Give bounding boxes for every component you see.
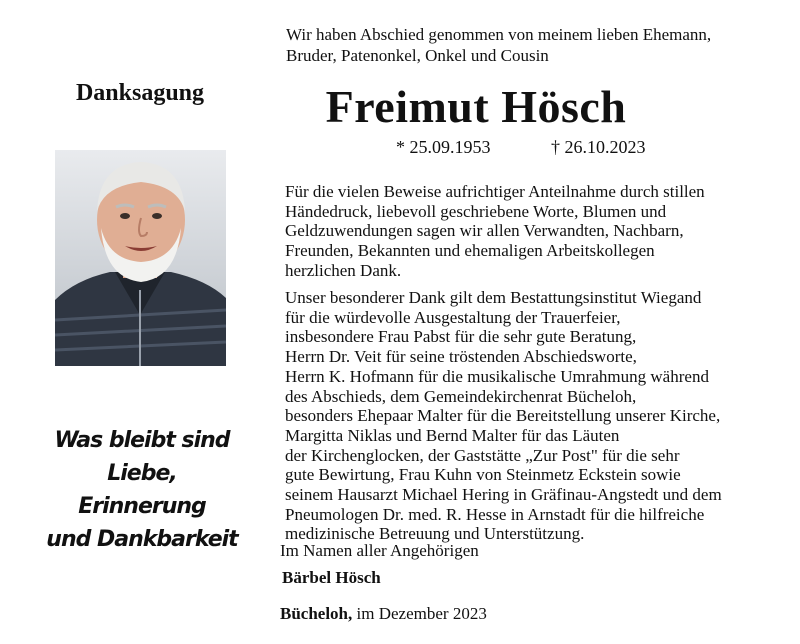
place-date-line	[280, 604, 487, 624]
thanks-paragraph-special	[285, 288, 790, 544]
signer-name: Bärbel Hösch	[282, 568, 381, 587]
death-date: † 26.10.2023	[551, 137, 646, 157]
paragraph-line: besonders Ehepaar Malter für die Bereitstellung unserer Kirche,	[285, 406, 721, 426]
paragraph-line: Für die vielen Beweise aufrichtiger Anteilnahme durch stillen	[285, 182, 705, 201]
paragraph-line: medizinische Betreuung und Unterstützung.	[285, 524, 585, 544]
date-text: im Dezember 2023	[352, 604, 487, 623]
paragraph-line: herzlichen Dank.	[285, 260, 402, 280]
birth-date: * 25.09.1953	[396, 137, 491, 157]
portrait-photo	[55, 150, 226, 366]
heading-danksagung: Danksagung	[75, 80, 205, 106]
paragraph-line: der Kirchenglocken, der Gaststätte „Zur Post" für die sehr	[285, 445, 680, 465]
paragraph-line: Margitta Niklas und Bernd Malter für das Läuten	[285, 425, 620, 445]
paragraph-line: Pneumologen Dr. med. R. Hesse in Arnstadt für die hilfreiche	[285, 504, 705, 524]
intro-line: Bruder, Patenonkel, Onkel und Cousin	[286, 46, 549, 65]
quote-line: Erinnerung	[78, 494, 206, 519]
paragraph-line: Unser besonderer Dank gilt dem Bestattungsinstitut Wiegand	[285, 288, 702, 307]
paragraph-line: insbesondere Frau Pabst für die sehr gute Beratung,	[285, 327, 637, 347]
portrait-photo-icon	[55, 150, 226, 366]
deceased-name: Freimut Hösch	[325, 81, 627, 132]
thanks-paragraph-general	[285, 182, 790, 281]
quote-line: Was bleibt sind Liebe,	[54, 428, 230, 486]
intro-line: Wir haben Abschied genommen von meinem lieben Ehemann,	[286, 25, 712, 44]
paragraph-line: Herrn K. Hofmann für die musikalische Umrahmung während	[285, 366, 709, 386]
closing-line: Im Namen aller Angehörigen	[280, 541, 479, 560]
paragraph-line: des Abschieds, dem Gemeindekirchenrat Bücheloh,	[285, 386, 637, 406]
paragraph-line: Freunden, Bekannten und ehemaligen Arbeitskollegen	[285, 241, 655, 261]
place-name: Bücheloh,	[280, 604, 353, 623]
paragraph-line: Geldzuwendungen sagen wir allen Verwandten, Nachbarn,	[285, 221, 684, 241]
paragraph-line: für die würdevolle Ausgestaltung der Trauerfeier,	[285, 307, 621, 327]
paragraph-line: Händedruck, liebevoll geschriebene Worte, Blumen und	[285, 201, 667, 221]
paragraph-line: Herrn Dr. Veit für seine tröstenden Abschiedsworte,	[285, 347, 637, 367]
memorial-quote	[28, 424, 256, 556]
paragraph-line: gute Bewirtung, Frau Kuhn von Steinmetz Eckstein sowie	[285, 465, 681, 485]
quote-line: und Dankbarkeit	[46, 527, 238, 552]
intro-text	[286, 24, 786, 66]
paragraph-line: seinem Hausarzt Michael Hering in Gräfinau-Angstedt und dem	[285, 485, 722, 505]
